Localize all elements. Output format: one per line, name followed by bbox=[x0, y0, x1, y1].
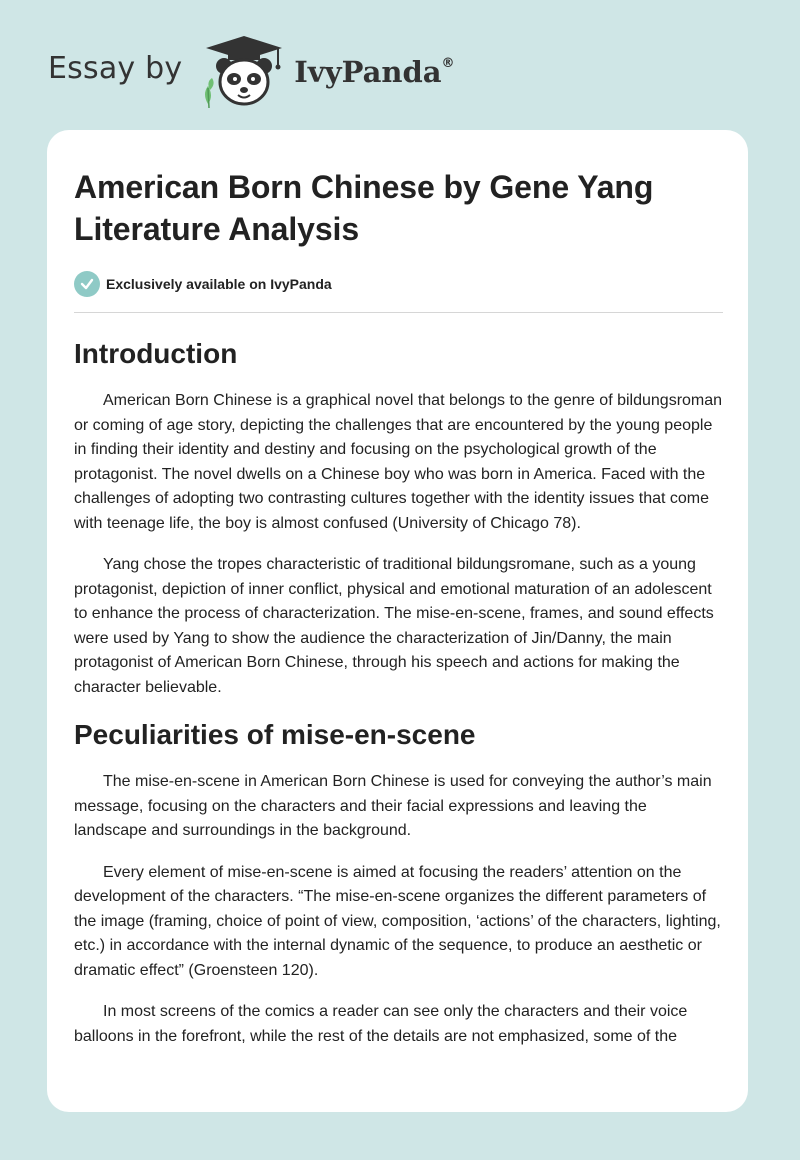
page-title bbox=[74, 166, 723, 250]
paragraph: In most screens of the comics a reader can see only the characters and their voice balloons in the forefront, while the rest of the details are not emphasized, some of the bbox=[74, 1003, 688, 1045]
paragraph: Yang chose the tropes characteristic of traditional bildungsromane, such as a young protagonist, depiction of inner conflict, physical and emotional maturation of an adolescent to enhance the process of characterization. The mise-en-scene, frames, and sound effects were used by Yang to show the audience the characterization of Jin/Danny, the main protagonist of American Born Chinese, through his speech and actions for making the character believable. bbox=[74, 556, 714, 696]
check-icon bbox=[74, 271, 100, 297]
article-card bbox=[47, 130, 748, 1112]
article-content bbox=[74, 130, 723, 1066]
title-line-2: Literature Analysis bbox=[74, 211, 360, 247]
ivypanda-logo-icon[interactable] bbox=[198, 34, 290, 110]
section-heading-mise-en-scene: Peculiarities of mise-en-scene bbox=[74, 719, 476, 750]
paragraph: American Born Chinese is a graphical novel that belongs to the genre of bildungsroman or coming of age story, depicting the challenges that are encountered by the young people in finding their identity and destiny and focusing on the psychological growth of the protagonist. The novel dwells on a Chinese boy who was born in America. Faced with the challenges of adopting two contrasting cultures together with the identity issues that come with teenage life, the boy is almost confused (University of Chicago 78). bbox=[74, 392, 723, 532]
section-heading-introduction: Introduction bbox=[74, 338, 238, 369]
exclusive-badge bbox=[74, 270, 723, 298]
paragraph: Every element of mise-en-scene is aimed at focusing the readers’ attention on the development of the characters. “The mise-en-scene organizes the different parameters of the image (framing, choice of point of view, composition, ‘actions’ of the characters, lighting, etc.) in accordance with the internal dynamic of the sequence, to produce an aesthetic or dramatic effect” (Groensteen 120). bbox=[74, 863, 721, 979]
essay-by-label: Essay by bbox=[48, 50, 183, 86]
paragraph: The mise-en-scene in American Born Chinese is used for conveying the author’s main message, focusing on the characters and their facial expressions and leaving the landscape and surroundings in the background. bbox=[74, 773, 712, 839]
brand-name[interactable]: IvyPanda® bbox=[294, 55, 455, 89]
exclusive-label: Exclusively available on IvyPanda bbox=[106, 276, 332, 292]
divider bbox=[74, 312, 723, 313]
registered-mark: ® bbox=[441, 56, 455, 72]
site-header bbox=[48, 34, 455, 110]
title-line-1: American Born Chinese by Gene Yang bbox=[74, 169, 654, 205]
